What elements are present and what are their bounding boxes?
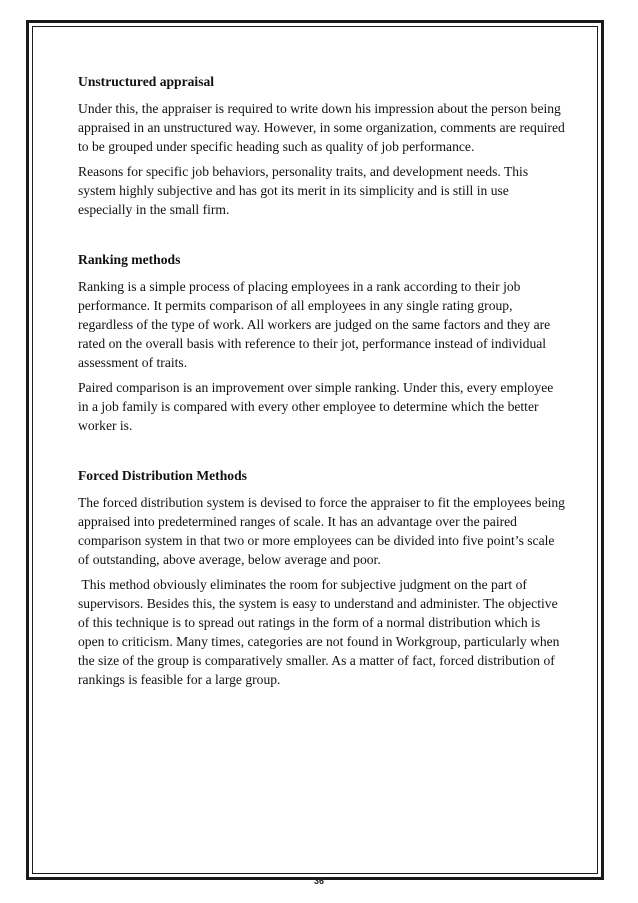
section-spacer xyxy=(78,225,566,250)
document-body xyxy=(78,72,566,695)
page-number: 36 xyxy=(313,876,324,886)
paragraph: Reasons for specific job behaviors, personality traits, and development needs. This system highly subjective and has got its merit in its simplicity and is still in use especially in the small firm. xyxy=(78,164,529,217)
section-spacer xyxy=(78,441,566,466)
paragraph: This method obviously eliminates the room for subjective judgment on the part of supervisors. Besides this, the system is easy to understand and administer. The objective of this technique is to spread out ratings in the form of a normal distribution which is open to criticism. Many times, categories are not found in Workgroup, particularly when the size of the group is comparatively smaller. As a matter of fact, forced distribution of rankings is feasible for a large group. xyxy=(78,577,563,687)
section-heading: Ranking methods xyxy=(78,252,181,267)
section-ranking-methods xyxy=(78,250,566,435)
paragraph: Ranking is a simple process of placing employees in a rank according to their job performance. It permits comparison of all employees in any single rating group, regardless of the type of work. All workers are judged on the same factors and they are rated on the overall basis with reference to their jot, performance instead of individual assessment of traits. xyxy=(78,279,551,370)
paragraph: Paired comparison is an improvement over simple ranking. Under this, every employee in a job family is compared with every other employee to determine which the better worker is. xyxy=(78,380,554,433)
paragraph: The forced distribution system is devised to force the appraiser to fit the employees being appraised into predetermined ranges of scale. It has an advantage over the paired comparison system in that two or more employees can be divided into five point’s scale of outstanding, above average, below average and poor. xyxy=(78,495,565,567)
section-heading: Forced Distribution Methods xyxy=(78,468,247,483)
section-heading: Unstructured appraisal xyxy=(78,74,215,89)
section-forced-distribution xyxy=(78,466,566,689)
section-unstructured-appraisal xyxy=(78,72,566,219)
paragraph: Under this, the appraiser is required to write down his impression about the person being appraised in an unstructured way. However, in some organization, comments are required to be grouped under specific heading such as quality of job performance. xyxy=(78,101,565,154)
